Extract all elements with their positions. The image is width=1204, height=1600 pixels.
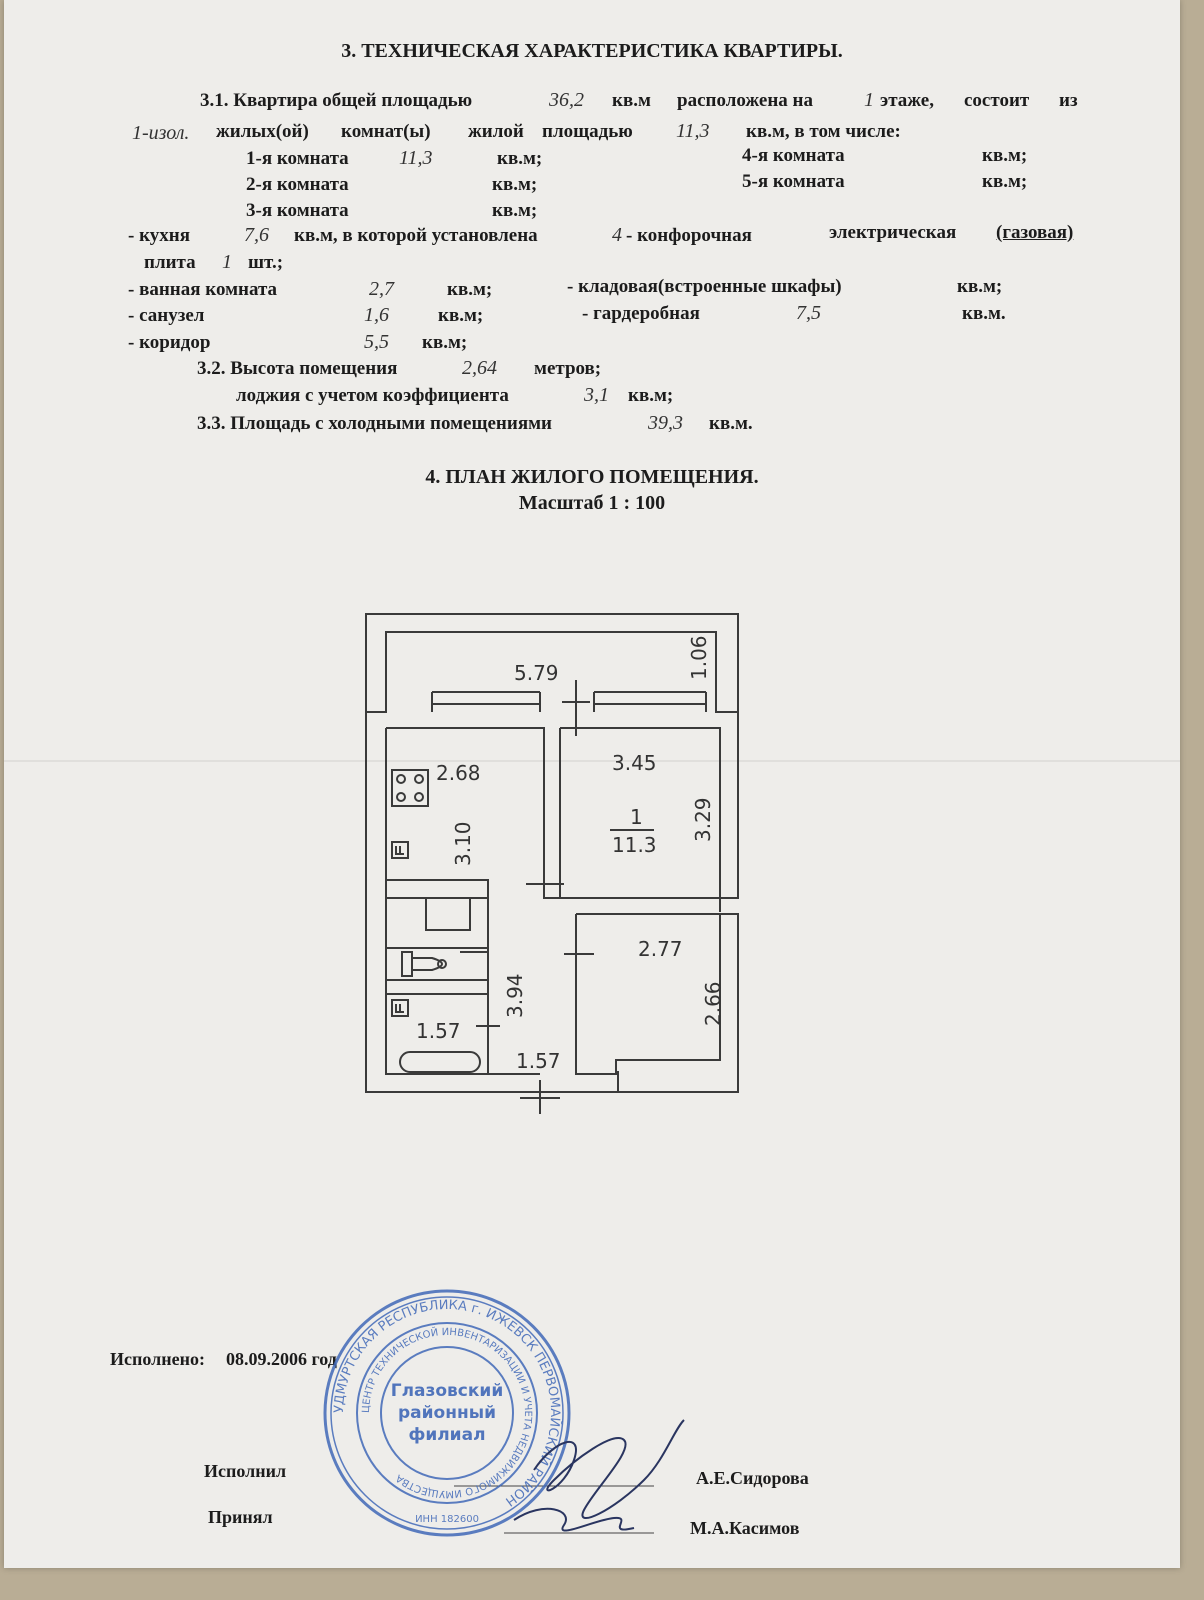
- room2-label: 2-я комната: [246, 174, 349, 195]
- wc-label: - санузел: [128, 305, 205, 326]
- room3-label: 3-я комната: [246, 200, 349, 221]
- stamp-inn: ИНН 182600: [415, 1514, 479, 1525]
- cold-area-label: 3.3. Площадь с холодными помещениями: [197, 413, 552, 434]
- bath-width-label: 1.57: [416, 1019, 461, 1043]
- burners-value: 4: [612, 224, 622, 246]
- bath-label: - ванная комната: [128, 279, 278, 300]
- height-label: 3.2. Высота помещения: [197, 358, 398, 379]
- room1-value: 11,3: [399, 147, 433, 169]
- room5-unit: кв.м;: [982, 171, 1028, 192]
- corridor-width-label: 1.57: [516, 1049, 561, 1073]
- loggia-label: лоджия с учетом коэффициента: [236, 385, 509, 406]
- kitchen-width-label: 2.68: [436, 761, 481, 785]
- kitchen-length-label: 3.10: [451, 821, 475, 866]
- section4-title: 4. ПЛАН ЖИЛОГО ПОМЕЩЕНИЯ.: [425, 466, 759, 488]
- stamp-center-line2: районный: [397, 1403, 497, 1423]
- bath-wc-partition: [386, 980, 488, 994]
- area-label: площадью: [542, 121, 633, 142]
- kitchen-sink-icon: [392, 842, 408, 858]
- executor-label: Исполнил: [204, 1461, 287, 1481]
- height-value: 2,64: [462, 357, 497, 379]
- corridor-area-value: 5,5: [364, 331, 389, 353]
- pantry-unit: кв.м;: [957, 276, 1003, 297]
- cold-area-unit: кв.м.: [709, 413, 753, 434]
- floor-label: этаже,: [880, 90, 934, 111]
- document-page: [4, 0, 1180, 1568]
- wardrobe-length-label: 2.66: [701, 981, 725, 1026]
- room1-unit: кв.м;: [497, 148, 543, 169]
- stamp-center-line1: Глазовский: [390, 1381, 504, 1401]
- stamp-center-line3: филиал: [408, 1425, 486, 1445]
- done-date: 08.09.2006 год: [226, 1349, 337, 1369]
- plan-scale: Масштаб 1 : 100: [518, 492, 666, 514]
- living-rooms-label: жилых(ой): [216, 121, 309, 142]
- wardrobe-label: - гардеробная: [582, 303, 700, 324]
- rooms-type-value: 1-изол.: [132, 122, 190, 144]
- total-area-unit: кв.м: [612, 90, 651, 111]
- stove-icon: [392, 770, 428, 806]
- floor-value: 1: [864, 89, 874, 111]
- living-area-value: 11,3: [676, 120, 710, 142]
- room5-label: 5-я комната: [742, 171, 845, 192]
- executor-name: А.Е.Сидорова: [696, 1468, 809, 1488]
- kitchen-text: кв.м, в которой установлена: [294, 225, 538, 246]
- wardrobe-width-label: 2.77: [638, 937, 683, 961]
- room-area-label: 11.3: [612, 833, 657, 857]
- height-unit: метров;: [534, 358, 602, 379]
- stamp-outer-text: УДМУРТСКАЯ РЕСПУБЛИКА г. ИЖЕВСК ПЕРВОМАЙСКИЙ РАЙОН: [331, 1297, 563, 1509]
- room2-unit: кв.м;: [492, 174, 538, 195]
- stove-gas: (газовая): [996, 222, 1074, 243]
- bath-area-value: 2,7: [369, 278, 394, 300]
- stove-unit: шт.;: [248, 252, 284, 273]
- wc-area-value: 1,6: [364, 304, 389, 326]
- accepted-name: М.А.Касимов: [690, 1518, 800, 1538]
- loggia-unit: кв.м;: [628, 385, 674, 406]
- room4-label: 4-я комната: [742, 145, 845, 166]
- stamp-inner-text: ЦЕНТР ТЕХНИЧЕСКОЙ ИНВЕНТАРИЗАЦИИ И УЧЕТА НЕДВИЖИМОГО ИМУЩЕСТВА: [360, 1326, 534, 1500]
- room-width-label: 3.45: [612, 751, 657, 775]
- room4-unit: кв.м;: [982, 145, 1028, 166]
- consists-label: состоит: [964, 90, 1030, 111]
- floor-plan: [4, 0, 1180, 1568]
- wc-niche: [426, 898, 470, 930]
- pantry-label: - кладовая(встроенные шкафы): [567, 276, 842, 297]
- kitchen-area-value: 7,6: [244, 224, 269, 246]
- room-number-label: 1: [630, 805, 643, 829]
- stove-electric: электрическая: [829, 222, 957, 243]
- stove-count: 1: [222, 251, 232, 273]
- total-area-label: 3.1. Квартира общей площадью: [200, 90, 473, 111]
- wc-unit: кв.м;: [438, 305, 484, 326]
- done-label: Исполнено:: [110, 1349, 205, 1369]
- living-label: жилой: [468, 121, 524, 142]
- wardrobe-unit: кв.м.: [962, 303, 1006, 324]
- corridor-length-label: 3.94: [503, 973, 527, 1018]
- toilet-icon: [402, 952, 446, 976]
- accepted-label: Принял: [208, 1507, 273, 1527]
- room-length-label: 3.29: [691, 797, 715, 842]
- room3-unit: кв.м;: [492, 200, 538, 221]
- loggia-width-label: 1.06: [687, 635, 711, 680]
- bath-sink-icon: [392, 1000, 408, 1016]
- bathtub-icon: [400, 1052, 480, 1072]
- room1-label: 1-я комната: [246, 148, 349, 169]
- kitchen-label: - кухня: [128, 225, 190, 246]
- burners-text: - конфорочная: [626, 225, 752, 246]
- bath-unit: кв.м;: [447, 279, 493, 300]
- wardrobe-area-value: 7,5: [796, 302, 821, 324]
- cold-area-value: 39,3: [648, 412, 683, 434]
- loggia-value: 3,1: [584, 384, 609, 406]
- total-area-value: 36,2: [549, 89, 584, 111]
- of-label: из: [1059, 90, 1078, 111]
- corridor-unit: кв.м;: [422, 332, 468, 353]
- located-label: расположена на: [677, 90, 813, 111]
- kitchen-room-walls: [386, 712, 738, 898]
- section3-title: 3. ТЕХНИЧЕСКАЯ ХАРАКТЕРИСТИКА КВАРТИРЫ.: [341, 40, 843, 62]
- rooms-label: комнат(ы): [341, 121, 431, 142]
- signature-scribbles: [474, 1400, 704, 1550]
- stove-label: плита: [144, 252, 196, 273]
- including-label: кв.м, в том числе:: [746, 121, 901, 142]
- loggia-length-label: 5.79: [514, 661, 559, 685]
- corridor-label: - коридор: [128, 332, 211, 353]
